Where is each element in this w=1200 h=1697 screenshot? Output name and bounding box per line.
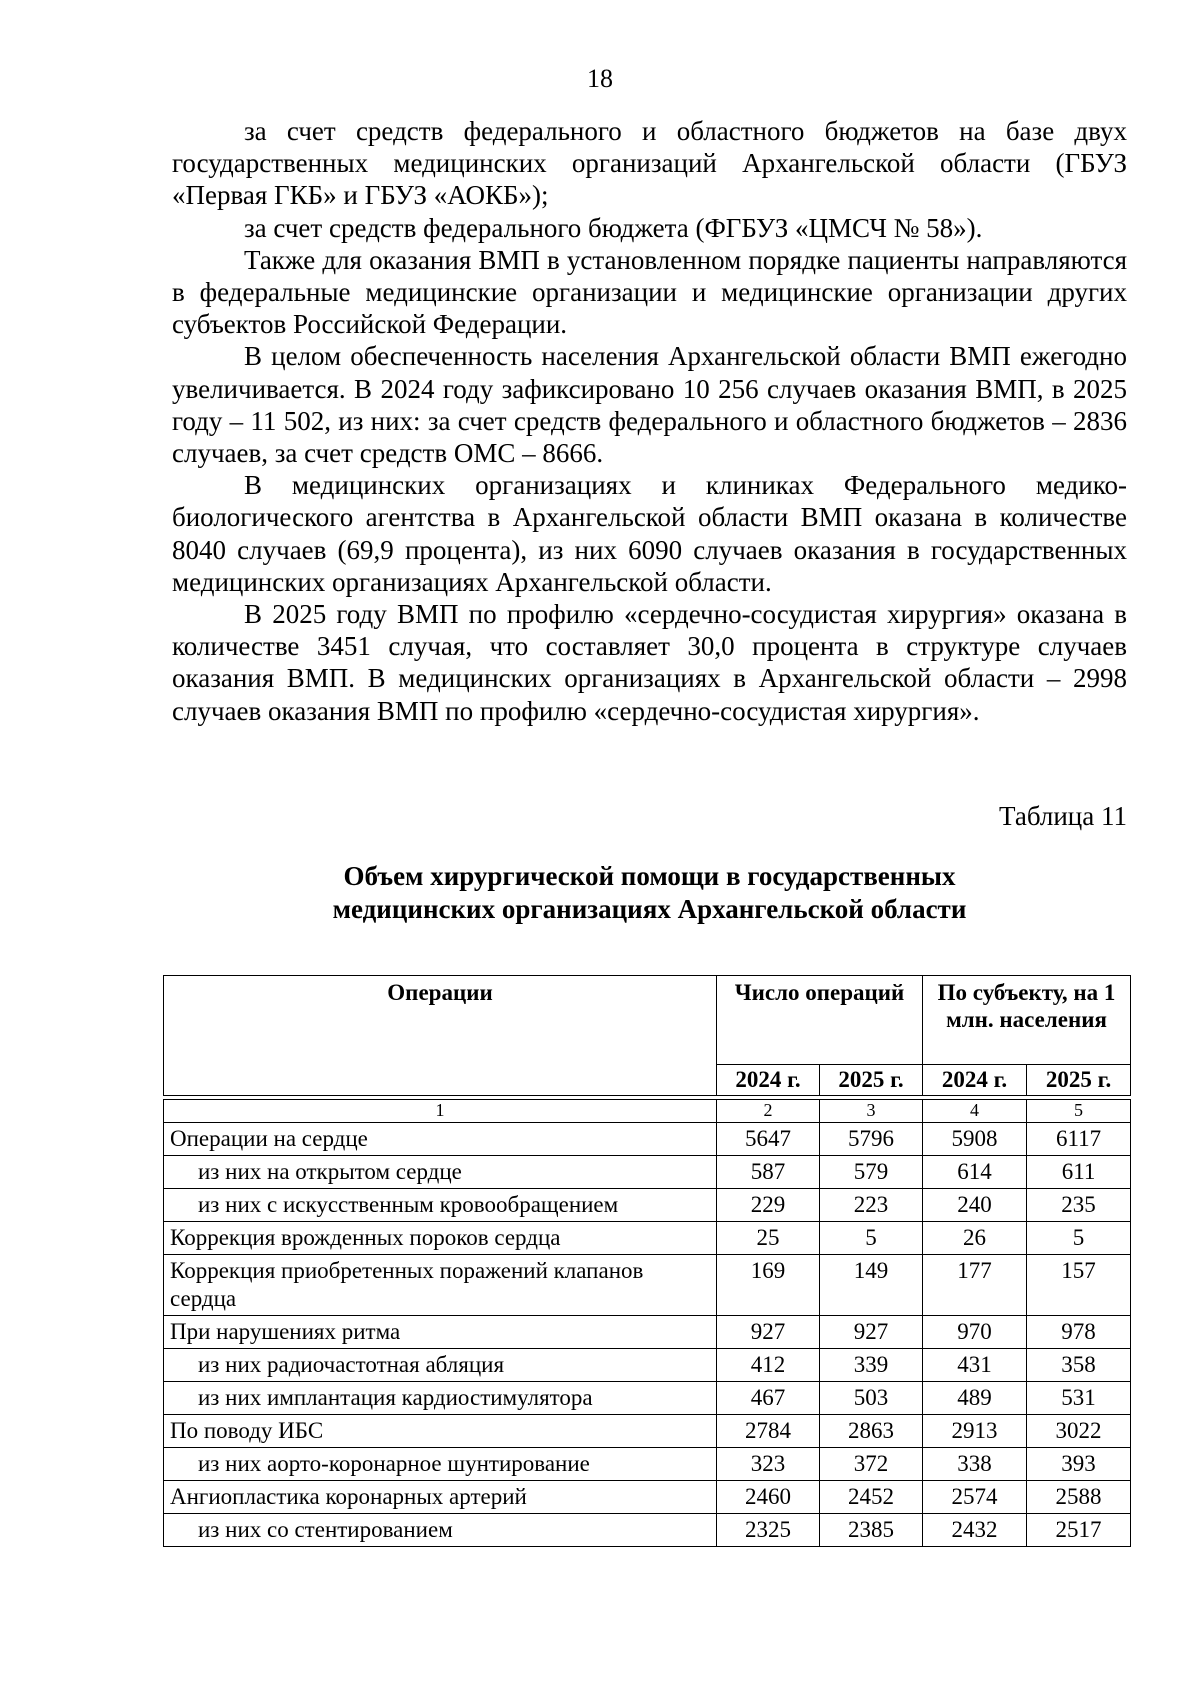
- table-header-row: [164, 976, 1131, 1065]
- operation-value: 169: [717, 1255, 820, 1316]
- operation-value: 2863: [820, 1415, 923, 1448]
- table-row: [164, 1448, 1131, 1481]
- table-row: [164, 1481, 1131, 1514]
- operation-value: 2325: [717, 1514, 820, 1547]
- body-text: [172, 115, 1127, 727]
- operation-value: 531: [1027, 1382, 1131, 1415]
- table-row: [164, 1255, 1131, 1316]
- operation-value: 431: [923, 1349, 1027, 1382]
- table-row: [164, 1349, 1131, 1382]
- paragraph: за счет средств федерального бюджета (ФГБУЗ «ЦМСЧ № 58»).: [244, 212, 983, 243]
- operation-name: из них имплантация кардиостимулятора: [164, 1382, 717, 1415]
- operation-value: 338: [923, 1448, 1027, 1481]
- operation-value: 26: [923, 1222, 1027, 1255]
- operation-value: 339: [820, 1349, 923, 1382]
- paragraph: за счет средств федерального и областного бюджетов на базе двух государственных медицинских организаций Архангельской области (ГБУЗ «Первая ГКБ» и ГБУЗ «АОКБ»);: [172, 116, 1127, 211]
- table-title: [172, 860, 1127, 926]
- operation-value: 579: [820, 1156, 923, 1189]
- operations-table: [163, 975, 1131, 1547]
- operation-value: 489: [923, 1382, 1027, 1415]
- table-title-line: медицинских организациях Архангельской области: [332, 894, 967, 924]
- operation-value: 412: [717, 1349, 820, 1382]
- operation-name: По поводу ИБС: [164, 1415, 717, 1448]
- operation-value: 2452: [820, 1481, 923, 1514]
- operation-value: 467: [717, 1382, 820, 1415]
- header-year: 2024 г.: [923, 1065, 1027, 1096]
- operation-value: 5: [820, 1222, 923, 1255]
- operation-name: Операции на сердце: [164, 1123, 717, 1156]
- column-number: 5: [1027, 1100, 1131, 1123]
- operation-value: 927: [820, 1316, 923, 1349]
- operation-value: 358: [1027, 1349, 1131, 1382]
- operation-value: 2460: [717, 1481, 820, 1514]
- table-row: [164, 1189, 1131, 1222]
- page-number: 18: [587, 64, 613, 93]
- operation-value: 5796: [820, 1123, 923, 1156]
- operation-value: 223: [820, 1189, 923, 1222]
- operation-value: 6117: [1027, 1123, 1131, 1156]
- operation-value: 970: [923, 1316, 1027, 1349]
- column-number: 3: [820, 1100, 923, 1123]
- operation-value: 323: [717, 1448, 820, 1481]
- operation-value: 2588: [1027, 1481, 1131, 1514]
- operation-value: 177: [923, 1255, 1027, 1316]
- operation-value: 5908: [923, 1123, 1027, 1156]
- operation-value: 25: [717, 1222, 820, 1255]
- operation-value: 235: [1027, 1189, 1131, 1222]
- operation-name: из них аорто-коронарное шунтирование: [164, 1448, 717, 1481]
- operation-value: 2517: [1027, 1514, 1131, 1547]
- operation-value: 157: [1027, 1255, 1131, 1316]
- operation-value: 2784: [717, 1415, 820, 1448]
- table-row: [164, 1415, 1131, 1448]
- operation-value: 5: [1027, 1222, 1131, 1255]
- operation-name: из них с искусственным кровообращением: [164, 1189, 717, 1222]
- operation-value: 611: [1027, 1156, 1131, 1189]
- table-caption: Таблица 11: [999, 801, 1127, 831]
- column-number: 2: [717, 1100, 820, 1123]
- operation-name: из них на открытом сердце: [164, 1156, 717, 1189]
- header-per-million: По субъекту, на 1 млн. населения: [923, 976, 1131, 1065]
- operation-name: из них радиочастотная абляция: [164, 1349, 717, 1382]
- operation-value: 5647: [717, 1123, 820, 1156]
- table-row: [164, 1382, 1131, 1415]
- operation-name: Ангиопластика коронарных артерий: [164, 1481, 717, 1514]
- operation-value: 3022: [1027, 1415, 1131, 1448]
- table-row: [164, 1156, 1131, 1189]
- operation-value: 2385: [820, 1514, 923, 1547]
- operation-value: 149: [820, 1255, 923, 1316]
- operation-value: 2574: [923, 1481, 1027, 1514]
- operation-value: 587: [717, 1156, 820, 1189]
- operation-value: 393: [1027, 1448, 1131, 1481]
- table-row: [164, 1222, 1131, 1255]
- table-row: [164, 1316, 1131, 1349]
- operation-name: из них со стентированием: [164, 1514, 717, 1547]
- header-operation-count: Число операций: [717, 976, 923, 1065]
- header-year: 2024 г.: [717, 1065, 820, 1096]
- header-year: 2025 г.: [1027, 1065, 1131, 1096]
- operation-value: 503: [820, 1382, 923, 1415]
- paragraph: В медицинских организациях и клиниках Федерального медико-биологического агентства в Архангельской области ВМП оказана в количестве 8040 случаев (69,9 процента), из них 6090 случаев оказания в государственных медицинских организациях Архангельской области.: [172, 470, 1127, 597]
- operation-value: 372: [820, 1448, 923, 1481]
- paragraph: В целом обеспеченность населения Архангельской области ВМП ежегодно увеличивается. В 2024 году зафиксировано 10 256 случаев оказания ВМП, в 2025 году – 11 502, из них: за счет средств федерального и областного бюджетов – 2836 случаев, за счет средств ОМС – 8666.: [172, 341, 1127, 469]
- operation-value: 2432: [923, 1514, 1027, 1547]
- table-row: [164, 1123, 1131, 1156]
- operation-name: При нарушениях ритма: [164, 1316, 717, 1349]
- table-title-line: Объем хирургической помощи в государственных: [343, 861, 956, 891]
- operation-value: 2913: [923, 1415, 1027, 1448]
- operation-value: 229: [717, 1189, 820, 1222]
- operation-value: 978: [1027, 1316, 1131, 1349]
- header-year: 2025 г.: [820, 1065, 923, 1096]
- operation-name: Коррекция врожденных пороков сердца: [164, 1222, 717, 1255]
- paragraph: В 2025 году ВМП по профилю «сердечно-сосудистая хирургия» оказана в количестве 3451 случая, что составляет 30,0 процента в структуре случаев оказания ВМП. В медицинских организациях в Архангельской области – 2998 случаев оказания ВМП по профилю «сердечно-сосудистая хирургия».: [172, 599, 1127, 726]
- operation-value: 927: [717, 1316, 820, 1349]
- column-number-row: [164, 1100, 1131, 1123]
- header-operations: Операции: [164, 976, 717, 1096]
- operation-value: 614: [923, 1156, 1027, 1189]
- paragraph: Также для оказания ВМП в установленном порядке пациенты направляются в федеральные медицинские организации и медицинские организации других субъектов Российской Федерации.: [172, 244, 1127, 340]
- column-number: 4: [923, 1100, 1027, 1123]
- operation-value: 240: [923, 1189, 1027, 1222]
- operation-name: Коррекция приобретенных поражений клапанов сердца: [164, 1255, 717, 1316]
- column-number: 1: [164, 1100, 717, 1123]
- table-row: [164, 1514, 1131, 1547]
